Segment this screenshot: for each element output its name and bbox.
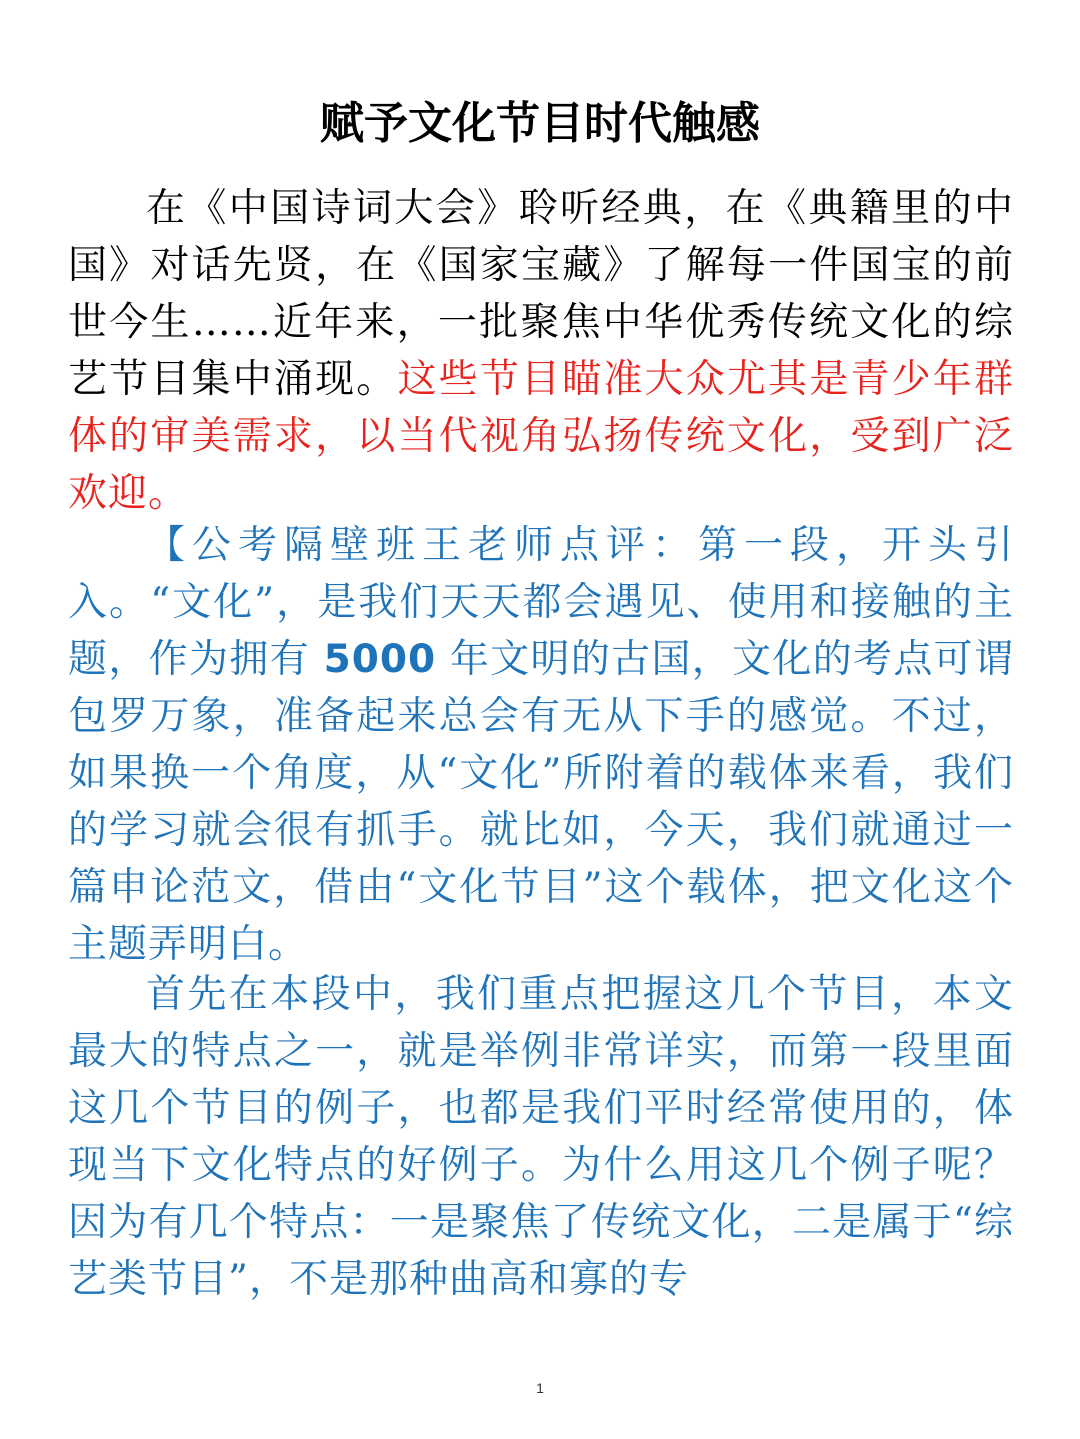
intro-text: 在《中国诗词大会》聆听经典，在《典籍里的中国》对话先贤，在《国家宝藏》了解每一件国宝的前世今生……近年来，一批聚焦中华优秀传统文化的综艺节目集中涌现。: [68, 186, 1014, 402]
comment-number: 5000: [323, 637, 437, 682]
paragraph-intro: [68, 180, 1014, 522]
page-number: 1: [536, 1380, 544, 1396]
comment-text-part1: 【公考隔壁班王老师点评：第一段，开头引入。“文化”，是我们天天都会遇见、使用和接触的主题，作为拥有: [68, 523, 1014, 682]
paragraph-analysis: 首先在本段中，我们重点把握这几个节目，本文最大的特点之一，就是举例非常详实，而第一段里面这几个节目的例子，也都是我们平时经常使用的，体现当下文化特点的好例子。为什么用这几个例子呢？因为有几个特点：一是聚焦了传统文化，二是属于“综艺类节目”，不是那种曲高和寡的专: [68, 972, 1014, 1302]
comment-text-part2: 年文明的古国，文化的考点可谓包罗万象，准备起来总会有无从下手的感觉。不过，如果换一个角度，从“文化”所附着的载体来看，我们的学习就会很有抓手。就比如，今天，我们就通过一篇申论范文，借由“文化节目”这个载体，把文化这个主题弄明白。: [68, 637, 1014, 967]
paragraph-comment: [68, 517, 1014, 973]
page-title: 赋予文化节目时代触感: [320, 98, 760, 149]
highlighted-text: 这些节目瞄准大众尤其是青少年群体的审美需求，以当代视角弘扬传统文化，受到广泛欢迎。: [68, 357, 1014, 516]
